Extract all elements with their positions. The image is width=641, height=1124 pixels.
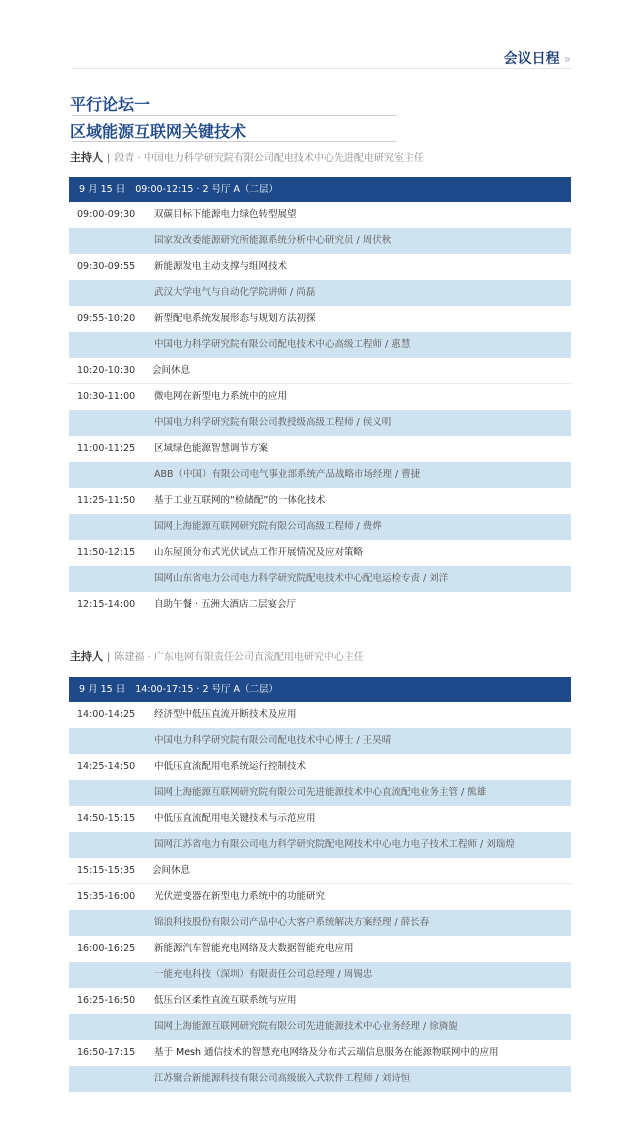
speaker-row: 国网山东省电力公司电力科学研究院配电技术中心配电运检专责 / 刘洋: [69, 566, 571, 592]
divider: [72, 68, 571, 69]
break-row: 15:15-15:35 会间休息: [69, 858, 571, 884]
moderator-label: 主持人: [70, 151, 103, 164]
agenda-row: 11:25-11:50 基于工业互联网的“检储配”的一体化技术: [77, 495, 326, 506]
agenda-row: 16:50-17:15 基于 Mesh 通信技术的智慧充电网络及分布式云端信息服务在能源物联网中的应用: [77, 1047, 499, 1058]
moderator-line: 主持人 | 段青 · 中国电力科学研究院有限公司配电技术中心先进配电研究室主任: [70, 151, 424, 164]
speaker-row: 中国电力科学研究院有限公司配电技术中心博士 / 王昊晴: [69, 728, 571, 754]
speaker-row: 国网上海能源互联网研究院有限公司高级工程师 / 费烨: [69, 514, 571, 540]
agenda-row: 15:35-16:00 光伏逆变器在新型电力系统中的功能研究: [77, 891, 326, 902]
speaker-row: ABB（中国）有限公司电气事业部系统产品战略市场经理 / 曹捷: [69, 462, 571, 488]
session-info: 14:00-17:15 · 2 号厅 A（二层）: [135, 684, 279, 695]
speaker-row: 武汉大学电气与自动化学院讲师 / 尚磊: [69, 280, 571, 306]
session-info: 09:00-12:15 · 2 号厅 A（二层）: [135, 184, 279, 195]
agenda-row: 11:50-12:15 山东屋顶分布式光伏试点工作开展情况及应对策略: [77, 547, 364, 558]
agenda-row: 16:00-16:25 新能源汽车智能充电网络及大数据智能充电应用: [77, 943, 354, 954]
speaker-row: 国家发改委能源研究所能源系统分析中心研究员 / 周伏秋: [69, 228, 571, 254]
speaker-row: 中国电力科学研究院有限公司配电技术中心高级工程师 / 惠慧: [69, 332, 571, 358]
lunch-row: 12:15-14:00 自助午餐 · 五洲大酒店二层宴会厅: [77, 599, 297, 610]
moderator-name: 段青 · 中国电力科学研究院有限公司配电技术中心先进配电研究室主任: [114, 153, 424, 164]
agenda-link[interactable]: [504, 48, 571, 68]
agenda-row: 09:30-09:55 新能源发电主动支撑与组网技术: [77, 261, 288, 272]
divider: [72, 141, 396, 142]
agenda-row: 14:00-14:25 经济型中低压直流开断技术及应用: [77, 709, 297, 720]
speaker-row: 中国电力科学研究院有限公司教授级高级工程师 / 侯义明: [69, 410, 571, 436]
speaker-row: 江苏聚合新能源科技有限公司高级嵌入式软件工程师 / 刘诗恒: [69, 1066, 571, 1092]
session-block: [69, 177, 571, 618]
speaker-row: 一能充电科技（深圳）有限责任公司总经理 / 周锡忠: [69, 962, 571, 988]
session-block: [69, 677, 571, 1092]
agenda-row: 16:25-16:50 低压台区柔性直流互联系统与应用: [77, 995, 297, 1006]
session-date: 9 月 15 日: [79, 184, 126, 195]
speaker-row: 国网江苏省电力有限公司电力科学研究院配电网技术中心电力电子技术工程师 / 刘瑞煌: [69, 832, 571, 858]
agenda-row: 10:30-11:00 微电网在新型电力系统中的应用: [77, 391, 288, 402]
agenda-row: 14:50-15:15 中低压直流配用电关键技术与示范应用: [77, 813, 316, 824]
break-row: 10:20-10:30 会间休息: [69, 358, 571, 384]
forum-title: 区域能源互联网关键技术: [70, 122, 247, 141]
session-header: [69, 177, 571, 202]
agenda-row: 09:00-09:30 双碳目标下能源电力绿色转型展望: [77, 209, 297, 220]
session-header: [69, 677, 571, 702]
moderator-name: 陈建福 · 广东电网有限责任公司直流配用电研究中心主任: [114, 652, 364, 663]
speaker-row: 国网上海能源互联网研究院有限公司先进能源技术中心直流配电业务主管 / 熊雄: [69, 780, 571, 806]
divider: [72, 115, 396, 116]
speaker-row: 锦浪科技股份有限公司产品中心大客户系统解决方案经理 / 薛长春: [69, 910, 571, 936]
agenda-row: 09:55-10:20 新型配电系统发展形态与规划方法初探: [77, 313, 316, 324]
forum-label: 平行论坛一: [70, 95, 151, 114]
agenda-row: 11:00-11:25 区域绿色能源智慧调节方案: [77, 443, 269, 454]
chevron-right-icon: »: [563, 52, 571, 66]
moderator-line: 主持人 | 陈建福 · 广东电网有限责任公司直流配用电研究中心主任: [70, 650, 364, 663]
agenda-row: 14:25-14:50 中低压直流配用电系统运行控制技术: [77, 761, 307, 772]
session-date: 9 月 15 日: [79, 684, 126, 695]
moderator-label: 主持人: [70, 650, 103, 663]
agenda-link-label: 会议日程: [503, 51, 560, 67]
speaker-row: 国网上海能源互联网研究院有限公司先进能源技术中心业务经理 / 徐旖旎: [69, 1014, 571, 1040]
